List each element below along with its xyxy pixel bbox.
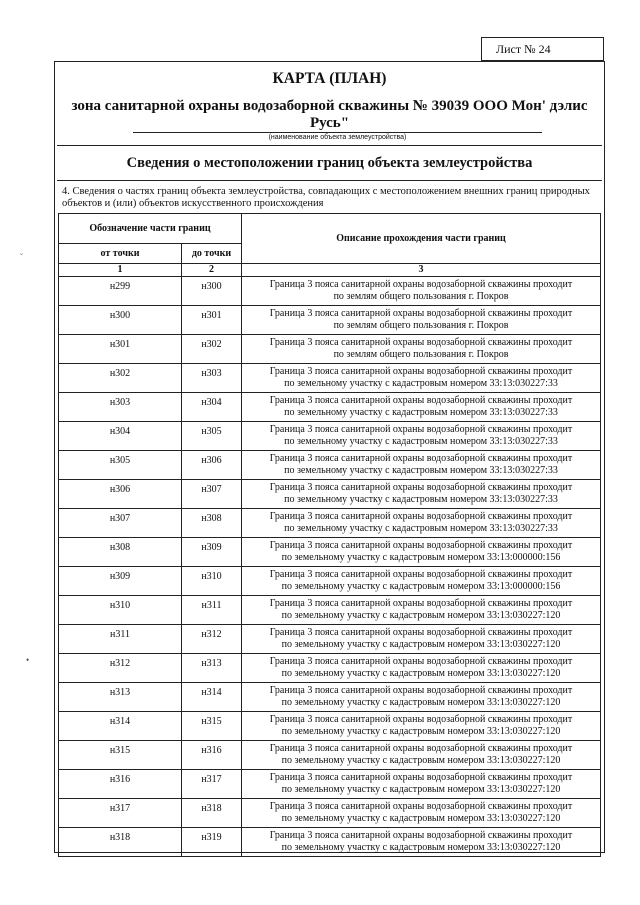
- to-point-cell: н316: [182, 741, 242, 770]
- description-line: по земельному участку с кадастровым номером 33:13:030227:33: [284, 436, 558, 447]
- table-row: [59, 509, 601, 538]
- table-row: [59, 828, 601, 857]
- description-line: по земельному участку с кадастровым номером 33:13:030227:120: [281, 813, 561, 824]
- from-point-cell: н302: [59, 364, 182, 393]
- from-point-cell: н303: [59, 393, 182, 422]
- from-point-cell: н300: [59, 306, 182, 335]
- description-cell: [242, 567, 601, 596]
- to-point-cell: н302: [182, 335, 242, 364]
- from-point-cell: н305: [59, 451, 182, 480]
- scan-mark: ˘: [20, 252, 23, 262]
- description-line: по земельному участку с кадастровым номером 33:13:030227:33: [284, 494, 558, 505]
- table-row: [59, 277, 601, 306]
- description-cell: [242, 364, 601, 393]
- from-point-cell: н313: [59, 683, 182, 712]
- description-line: Граница 3 пояса санитарной охраны водозаборной скважины проходит: [269, 453, 573, 464]
- description-line: по земельному участку с кадастровым номером 33:13:030227:120: [281, 755, 561, 766]
- description-line: по земельному участку с кадастровым номером 33:13:030227:120: [281, 639, 561, 650]
- from-point-cell: н312: [59, 654, 182, 683]
- to-point-cell: н314: [182, 683, 242, 712]
- to-point-cell: н318: [182, 799, 242, 828]
- description-line: по земельному участку с кадастровым номером 33:13:030227:33: [284, 407, 558, 418]
- to-point-cell: н315: [182, 712, 242, 741]
- description-line: по землям общего пользования г. Покров: [333, 291, 509, 302]
- table-row: [59, 538, 601, 567]
- to-point-cell: н311: [182, 596, 242, 625]
- column-number-3: 3: [242, 264, 601, 277]
- table-row: [59, 770, 601, 799]
- table-row: [59, 596, 601, 625]
- table-row: [59, 741, 601, 770]
- description-line: по земельному участку с кадастровым номером 33:13:030227:33: [284, 523, 558, 534]
- from-point-cell: н317: [59, 799, 182, 828]
- table-row: [59, 799, 601, 828]
- description-line: Граница 3 пояса санитарной охраны водозаборной скважины проходит: [269, 279, 573, 290]
- table-row: [59, 364, 601, 393]
- from-point-cell: н309: [59, 567, 182, 596]
- table-row: [59, 335, 601, 364]
- subtitle-note: (наименование объекта землеустройства): [133, 132, 542, 141]
- header-from-point: от точки: [59, 244, 182, 264]
- table-row: [59, 712, 601, 741]
- description-line: по земельному участку с кадастровым номером 33:13:030227:120: [281, 610, 561, 621]
- description-line: по земельному участку с кадастровым номером 33:13:000000:156: [281, 552, 561, 563]
- from-point-cell: н310: [59, 596, 182, 625]
- section-title: Сведения о местоположении границ объекта землеустройства: [57, 145, 602, 181]
- to-point-cell: н309: [182, 538, 242, 567]
- description-cell: [242, 306, 601, 335]
- description-cell: [242, 422, 601, 451]
- description-line: Граница 3 пояса санитарной охраны водозаборной скважины проходит: [269, 482, 573, 493]
- description-cell: [242, 335, 601, 364]
- to-point-cell: н310: [182, 567, 242, 596]
- description-line: Граница 3 пояса санитарной охраны водозаборной скважины проходит: [269, 656, 573, 667]
- to-point-cell: н312: [182, 625, 242, 654]
- from-point-cell: н301: [59, 335, 182, 364]
- from-point-cell: н311: [59, 625, 182, 654]
- to-point-cell: н301: [182, 306, 242, 335]
- description-cell: [242, 654, 601, 683]
- from-point-cell: н318: [59, 828, 182, 857]
- description-line: Граница 3 пояса санитарной охраны водозаборной скважины проходит: [269, 511, 573, 522]
- table-row: [59, 567, 601, 596]
- to-point-cell: н317: [182, 770, 242, 799]
- to-point-cell: н308: [182, 509, 242, 538]
- description-cell: [242, 538, 601, 567]
- description-line: Граница 3 пояса санитарной охраны водозаборной скважины проходит: [269, 395, 573, 406]
- description-line: по земельному участку с кадастровым номером 33:13:030227:120: [281, 697, 561, 708]
- boundary-table: [58, 213, 601, 857]
- description-cell: [242, 596, 601, 625]
- description-line: Граница 3 пояса санитарной охраны водозаборной скважины проходит: [269, 540, 573, 551]
- description-line: по землям общего пользования г. Покров: [333, 349, 509, 360]
- description-line: по земельному участку с кадастровым номером 33:13:030227:120: [281, 668, 561, 679]
- document-title: КАРТА (ПЛАН): [272, 70, 387, 87]
- from-point-cell: н314: [59, 712, 182, 741]
- table-row: [59, 683, 601, 712]
- from-point-cell: н308: [59, 538, 182, 567]
- description-cell: [242, 770, 601, 799]
- table-row: [59, 480, 601, 509]
- description-line: по земельному участку с кадастровым номером 33:13:030227:33: [284, 378, 558, 389]
- description-cell: [242, 828, 601, 857]
- description-cell: [242, 509, 601, 538]
- to-point-cell: н300: [182, 277, 242, 306]
- document-subtitle: зона санитарной охраны водозаборной скважины № 39039 ООО Мон' дэлис Русь": [71, 98, 588, 131]
- from-point-cell: н307: [59, 509, 182, 538]
- sheet-number: Лист № 24: [481, 37, 604, 61]
- description-cell: [242, 480, 601, 509]
- description-cell: [242, 451, 601, 480]
- to-point-cell: н303: [182, 364, 242, 393]
- description-cell: [242, 393, 601, 422]
- description-line: по земельному участку с кадастровым номером 33:13:030227:33: [284, 465, 558, 476]
- description-line: Граница 3 пояса санитарной охраны водозаборной скважины проходит: [269, 772, 573, 783]
- description-line: Граница 3 пояса санитарной охраны водозаборной скважины проходит: [269, 424, 573, 435]
- table-row: [59, 654, 601, 683]
- description-line: по землям общего пользования г. Покров: [333, 320, 509, 331]
- from-point-cell: н304: [59, 422, 182, 451]
- table-row: [59, 393, 601, 422]
- document-body: [57, 64, 602, 857]
- description-cell: [242, 683, 601, 712]
- description-line: Граница 3 пояса санитарной охраны водозаборной скважины проходит: [269, 308, 573, 319]
- description-line: Граница 3 пояса санитарной охраны водозаборной скважины проходит: [269, 830, 573, 841]
- description-line: Граница 3 пояса санитарной охраны водозаборной скважины проходит: [269, 743, 573, 754]
- to-point-cell: н313: [182, 654, 242, 683]
- description-line: Граница 3 пояса санитарной охраны водозаборной скважины проходит: [269, 598, 573, 609]
- from-point-cell: н299: [59, 277, 182, 306]
- table-row: [59, 451, 601, 480]
- description-cell: [242, 741, 601, 770]
- description-line: по земельному участку с кадастровым номером 33:13:030227:120: [281, 726, 561, 737]
- header-description: Описание прохождения части границ: [242, 214, 601, 264]
- description-line: Граница 3 пояса санитарной охраны водозаборной скважины проходит: [269, 569, 573, 580]
- description-line: по земельному участку с кадастровым номером 33:13:030227:120: [281, 784, 561, 795]
- header-to-point: до точки: [182, 244, 242, 264]
- from-point-cell: н306: [59, 480, 182, 509]
- to-point-cell: н306: [182, 451, 242, 480]
- description-line: Граница 3 пояса санитарной охраны водозаборной скважины проходит: [269, 366, 573, 377]
- description-cell: [242, 799, 601, 828]
- from-point-cell: н316: [59, 770, 182, 799]
- description-line: Граница 3 пояса санитарной охраны водозаборной скважины проходит: [269, 685, 573, 696]
- description-line: по земельному участку с кадастровым номером 33:13:030227:120: [281, 842, 561, 853]
- description-cell: [242, 625, 601, 654]
- description-line: Граница 3 пояса санитарной охраны водозаборной скважины проходит: [269, 627, 573, 638]
- description-line: Граница 3 пояса санитарной охраны водозаборной скважины проходит: [269, 801, 573, 812]
- column-number-1: 1: [59, 264, 182, 277]
- table-row: [59, 625, 601, 654]
- to-point-cell: н304: [182, 393, 242, 422]
- description-line: Граница 3 пояса санитарной охраны водозаборной скважины проходит: [269, 714, 573, 725]
- to-point-cell: н307: [182, 480, 242, 509]
- intro-text: 4. Сведения о частях границ объекта землеустройства, совпадающих с местоположением внешних границ природных объектов и (или) объектов искусственного происхождения: [62, 186, 590, 209]
- table-row: [59, 422, 601, 451]
- table-body: [59, 277, 601, 857]
- description-cell: [242, 712, 601, 741]
- description-line: Граница 3 пояса санитарной охраны водозаборной скважины проходит: [269, 337, 573, 348]
- description-line: по земельному участку с кадастровым номером 33:13:000000:156: [281, 581, 561, 592]
- column-number-2: 2: [182, 264, 242, 277]
- from-point-cell: н315: [59, 741, 182, 770]
- scan-mark: •: [26, 655, 30, 665]
- description-cell: [242, 277, 601, 306]
- table-row: [59, 306, 601, 335]
- to-point-cell: н305: [182, 422, 242, 451]
- header-boundary-designation: Обозначение части границ: [59, 214, 242, 244]
- to-point-cell: н319: [182, 828, 242, 857]
